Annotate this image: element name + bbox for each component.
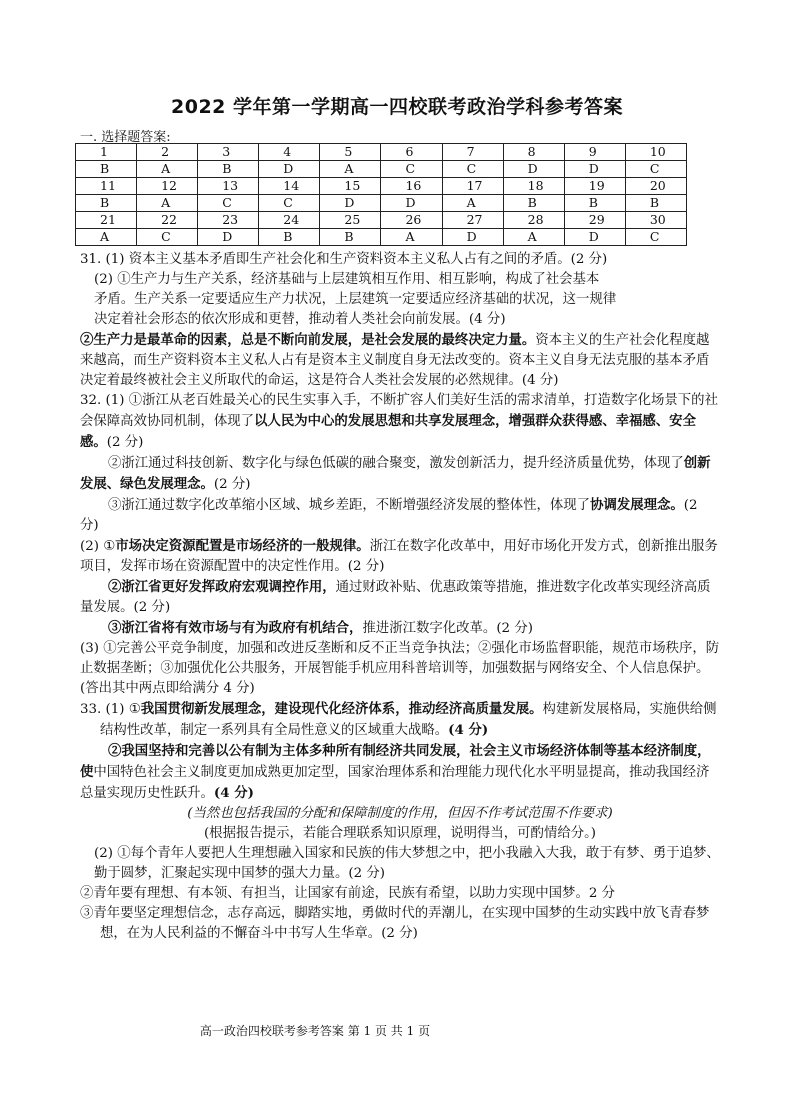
bold-text: 我国贯彻新发展理念，建设现代化经济体系，推动经济高质量发展。 [140,701,543,717]
bold-text: 以人民为中心的发展思想和共享发展理念，增强群众获得感、幸福感、安全感。 [80,413,696,450]
question-number-cell: 7 [442,144,503,161]
score-text: (4 分) [448,722,489,738]
q33-part2-point1: (2) ①每个青年人要把人生理想融入国家和民族的伟大梦想之中，把小我融入大我，敢于有梦、勇于追梦、勤于圆梦，汇聚起实现中国梦的强大力量。(2 分) [94,846,720,881]
q31-part2-point2 [80,330,720,391]
answer-cell: A [381,229,442,246]
bold-text: 创新发展、绿色发展理念。 [80,455,711,492]
q31-part2-line2: 矛盾。生产关系一定要适应生产力状况，上层建筑一定要适应经济基础的状况，这一规律 [94,292,617,307]
plain-text: 推进浙江数字化改革。(2 分) [362,621,533,636]
question-number-cell: 14 [259,178,320,195]
answer-row [76,161,687,178]
answer-cell: C [442,161,503,178]
question-number-cell: 2 [137,144,198,161]
question-number-cell: 6 [381,144,442,161]
q32-part1-point3 [80,495,720,536]
q32-part2-point3 [80,618,720,639]
question-number-cell: 12 [137,178,198,195]
question-number-cell: 29 [564,212,625,229]
bold-text: 市场决定资源配置是市场经济的一般规律。 [115,538,370,554]
plain-text: 资本主义的生产社会化程度越来越高，而生产资料资本主义私人占有是资本主义制度自身无法改变的。资本主义自身无法克服的基本矛盾决定着最终被社会主义所取代的命运，这是符合人类社会发展的必然规律。(4 分) [80,333,710,388]
answer-cell: B [198,161,259,178]
plain-text: 浙江在数字化改革中，用好市场化开发方式，创新推出服务项目，发挥市场在资源配置中的决定性作用。(2 分) [80,539,718,574]
answer-cell: D [259,161,320,178]
score-text: (2 分) [213,477,251,492]
question-number-cell: 10 [625,144,686,161]
answer-cell: B [76,195,137,212]
question-number-cell: 28 [503,212,564,229]
answer-cell: C [259,195,320,212]
plain-text: 通过财政补贴、优惠政策等措施，推进数字化改革实现经济高质量发展。(2 分) [80,580,711,615]
question-number-cell: 19 [564,178,625,195]
plain-text: ②浙江通过科技创新、数字化与绿色低碳的融合聚变，激发创新活力，提升经济质量优势，体现了 [108,456,684,471]
page-title: 2022 学年第一学期高一四校联考政治学科参考答案 [171,96,623,118]
question-number-cell: 21 [76,212,137,229]
score-text: (4 分) [213,785,254,801]
answer-cell: A [137,195,198,212]
bold-text: ②浙江省更好发挥政府宏观调控作用， [108,579,336,595]
answer-cell: D [564,161,625,178]
answer-cell: B [259,229,320,246]
question-number-cell: 3 [198,144,259,161]
answer-cell: B [320,229,381,246]
answer-cell: D [198,229,259,246]
answer-cell: C [625,229,686,246]
q31-part1: 31. (1) 资本主义基本矛盾即生产社会化和生产资料资本主义私人占有之间的矛盾。(2 分) [80,252,608,267]
q33-part1-point1 [80,699,720,741]
answer-cell: C [625,161,686,178]
answer-row [76,195,687,212]
answer-cell: C [137,229,198,246]
score-text: (2 分) [80,498,698,533]
answer-cell: A [76,229,137,246]
q32-part1-point1 [80,391,720,453]
plain-text: ③浙江通过数字化改革缩小区域、城乡差距，不断增强经济发展的整体性，体现了 [108,498,591,513]
bold-text: ②我国坚持和完善以公有制为主体多种所有制经济共同发展，社会主义市场经济体制等基本经济制度，使 [80,743,711,780]
q31-part2-line3: 决定着社会形态的依次形成和更替，推动着人类社会向前发展。(4 分) [94,312,506,327]
q33-part2-point2: ②青年要有理想、有本领、有担当，让国家有前途，民族有希望，以助力实现中国梦。2 分 [80,886,616,901]
question-number-cell: 16 [381,178,442,195]
question-number-cell: 18 [503,178,564,195]
question-number-row [76,178,687,195]
question-number-cell: 8 [503,144,564,161]
bold-text: 协调发展理念。 [590,497,684,513]
plain-text: 中国特色社会主义制度更加成熟更加定型，国家治理体系和治理能力现代化水平明显提高，推动我国经济总量实现历史性跃升。 [80,765,710,801]
plain-text: 构建新发展格局，实施供给侧结构性改革，制定一系列具有全局性意义的区域重大战略。 [100,702,717,738]
question-number-cell: 15 [320,178,381,195]
question-number-row [76,144,687,161]
question-number-cell: 23 [198,212,259,229]
question-number-cell: 11 [76,178,137,195]
score-text: (2 分) [106,435,144,450]
q33-note-scoring: (根据报告提示，若能合理联系知识原理，说明得当，可酌情给分。) [203,826,597,841]
question-number-cell: 22 [137,212,198,229]
plain-text: (2) ① [80,539,116,554]
answer-cell: A [442,195,503,212]
q32-part3: (3) ①完善公平竞争制度，加强和改进反垄断和反不正当竞争执法；②强化市场监督职能，规范市场秩序，防止数据垄断；③加强优化公共服务，开展智能手机应用科普培训等，加强数据与网络安全、个人信息保护。 [80,641,720,676]
answer-cell: D [381,195,442,212]
question-number-cell: 17 [442,178,503,195]
question-number-cell: 24 [259,212,320,229]
question-number-cell: 13 [198,178,259,195]
question-number-cell: 1 [76,144,137,161]
answer-body [80,250,720,944]
section-heading-choice: 一. 选择题答案: [80,130,171,145]
question-number-cell: 5 [320,144,381,161]
answer-cell: A [503,229,564,246]
bold-text: ③浙江省将有效市场与有为政府有机结合， [108,620,363,636]
answer-table [75,143,687,246]
question-number-cell: 27 [442,212,503,229]
answer-cell: A [320,161,381,178]
question-number-cell: 30 [625,212,686,229]
bold-text: ②生产力是最革命的因素，总是不断向前发展，是社会发展的最终决定力量。 [80,332,536,348]
answer-cell: B [625,195,686,212]
answer-cell: D [564,229,625,246]
q33-part1-point2 [80,741,720,804]
page-footer: 高一政治四校联考参考答案 第 1 页 共 1 页 [199,1024,431,1038]
answer-cell: A [137,161,198,178]
plain-text: 33. (1) ① [80,702,141,717]
q32-part3-note: (答出其中两点即给满分 4 分) [80,681,255,696]
answer-cell: C [381,161,442,178]
question-number-cell: 26 [381,212,442,229]
q32-part2-point1 [80,536,720,577]
answer-cell: B [503,195,564,212]
answer-cell: D [503,161,564,178]
q33-part2-point3: ③青年要坚定理想信念，志存高远，脚踏实地，勇做时代的弄潮儿，在实现中国梦的生动实践中放飞青春梦想，在为人民利益的不懈奋斗中书写人生华章。(2 分) [80,906,710,941]
q32-part2-point2 [80,577,720,618]
answer-cell: D [442,229,503,246]
plain-text: 32. (1) ①浙江从老百姓最关心的民生实事入手，不断扩容人们美好生活的需求清单，打造数字化场景下的社会保障高效协同机制，体现了 [80,393,718,429]
q33-note-italic: (当然也包括我国的分配和保障制度的作用，但因不作考试范围不作要求) [187,806,613,821]
question-number-cell: 25 [320,212,381,229]
q32-part1-point2 [80,453,720,495]
question-number-row [76,212,687,229]
answer-row [76,229,687,246]
answer-cell: B [76,161,137,178]
q31-part2-line1: (2) ①生产力与生产关系，经济基础与上层建筑相互作用、相互影响，构成了社会基本 [94,272,600,287]
question-number-cell: 9 [564,144,625,161]
answer-cell: B [564,195,625,212]
answer-cell: C [198,195,259,212]
question-number-cell: 20 [625,178,686,195]
question-number-cell: 4 [259,144,320,161]
answer-cell: D [320,195,381,212]
